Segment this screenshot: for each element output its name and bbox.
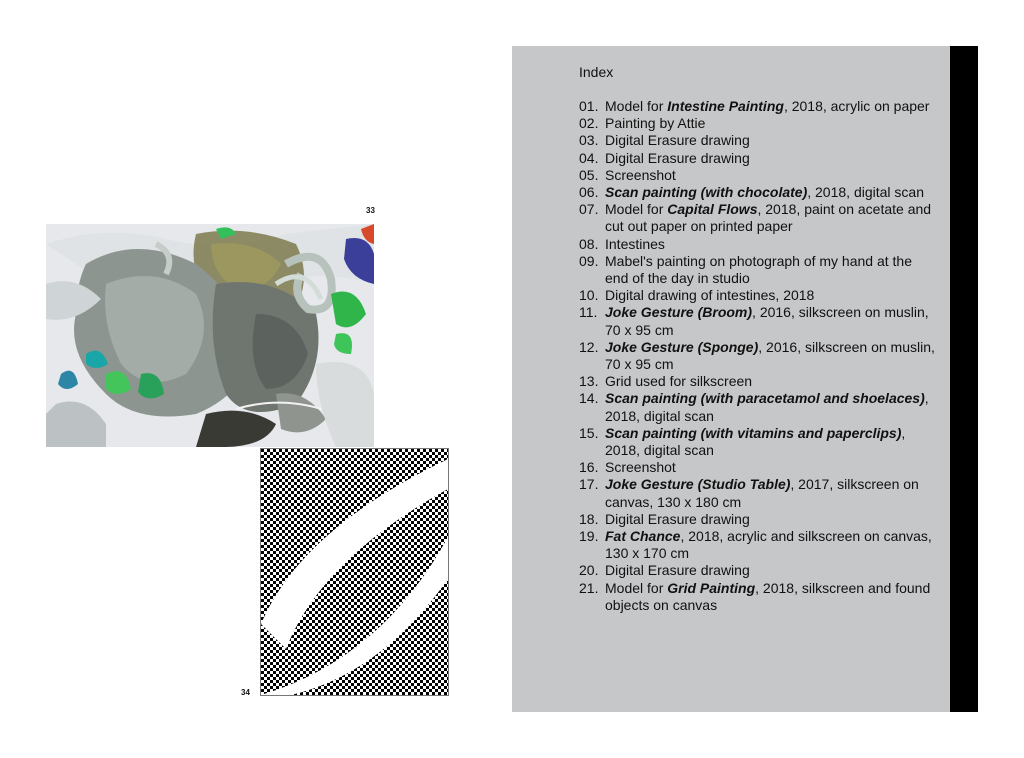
index-item-number: 16. [579, 459, 599, 476]
abstract-painting-image [46, 224, 374, 447]
index-item [579, 562, 939, 579]
index-item [579, 511, 939, 528]
index-item [579, 528, 939, 562]
index-item [579, 253, 939, 287]
index-item-number: 03. [579, 132, 599, 149]
index-item-number: 07. [579, 201, 599, 218]
index-item-number: 02. [579, 115, 599, 132]
index-item [579, 184, 939, 201]
index-item-number: 17. [579, 476, 599, 493]
index-item [579, 304, 939, 338]
index-item [579, 459, 939, 476]
index-item-number: 12. [579, 338, 599, 355]
index-item-prefix: Model for [605, 98, 668, 114]
index-item [579, 339, 939, 373]
index-item-prefix: Mabel's painting on photograph of my hand at the end of the day in studio [605, 252, 912, 287]
index-item-number: 18. [579, 510, 599, 527]
index-item-prefix: Grid used for silkscreen [605, 373, 753, 390]
index-item-number: 01. [579, 98, 599, 114]
index-item [579, 580, 939, 614]
index-item-details: , 2018, digital scan [807, 184, 924, 201]
index-item-prefix: Digital Erasure drawing [605, 562, 750, 579]
index-item-work-title: Joke Gesture (Studio Table) [605, 476, 791, 493]
index-item [579, 373, 939, 390]
index-item-number: 10. [579, 287, 599, 304]
index-item-work-title: Scan painting (with paracetamol and shoelaces) [605, 390, 925, 407]
checkerboard-grid-image [260, 448, 449, 696]
index-item [579, 115, 939, 132]
index-item-details: , 2016, silkscreen on muslin, 70 x 95 cm [605, 338, 935, 373]
index-item-number: 15. [579, 424, 599, 441]
index-item-prefix: Model for [605, 201, 668, 218]
index-item-work-title: Fat Chance [605, 528, 681, 545]
index-item-number: 04. [579, 149, 599, 166]
index-item-details: , 2017, silkscreen on canvas, 130 x 180 cm [605, 476, 919, 510]
index-item [579, 236, 939, 253]
index-item [579, 390, 939, 424]
index-item-details: , 2018, digital scan [605, 424, 906, 459]
index-item-details: , 2018, paint on acetate and cut out paper on printed paper [605, 201, 932, 235]
index-item-prefix: Digital drawing of intestines, 2018 [605, 287, 815, 304]
index-item-number: 09. [579, 252, 599, 269]
index-item-prefix: Screenshot [605, 166, 676, 183]
page-number-34: 34 [241, 688, 250, 697]
index-item-prefix: Digital Erasure drawing [605, 132, 750, 149]
index-item-work-title: Capital Flows [667, 201, 758, 218]
index-item-number: 21. [579, 579, 599, 596]
index-list [579, 98, 939, 614]
index-item [579, 201, 939, 235]
index-item-work-title: Scan painting (with vitamins and paperclips) [605, 424, 902, 441]
index-item-prefix: Digital Erasure drawing [605, 510, 750, 527]
index-item-details: , 2018, silkscreen and found objects on canvas [605, 579, 931, 613]
index-item [579, 98, 939, 115]
page-edge-bar [950, 46, 978, 712]
index-item-number: 06. [579, 184, 599, 201]
index-item-prefix: Digital Erasure drawing [605, 149, 750, 166]
index-title: Index [579, 64, 614, 80]
index-item-number: 05. [579, 166, 599, 183]
index-item-details: , 2018, acrylic on paper [783, 98, 930, 114]
index-item-details: , 2016, silkscreen on muslin, 70 x 95 cm [605, 304, 929, 338]
index-item-work-title: Scan painting (with chocolate) [605, 184, 808, 201]
index-item-work-title: Grid Painting [667, 579, 756, 596]
index-item [579, 287, 939, 304]
index-item-number: 20. [579, 562, 599, 579]
index-item-prefix: Screenshot [605, 459, 676, 476]
index-item-prefix: Model for [605, 579, 668, 596]
index-item [579, 425, 939, 459]
index-item [579, 476, 939, 510]
index-item-work-title: Joke Gesture (Broom) [605, 304, 753, 321]
index-item-work-title: Joke Gesture (Sponge) [605, 338, 759, 355]
index-item-number: 19. [579, 528, 599, 545]
index-item-number: 08. [579, 235, 599, 252]
index-item-details: , 2018, digital scan [605, 390, 929, 424]
index-item-prefix: Painting by Attie [605, 115, 706, 132]
index-item-number: 13. [579, 373, 599, 390]
index-item-number: 11. [579, 304, 598, 321]
index-item-work-title: Intestine Painting [667, 98, 784, 114]
index-item-prefix: Intestines [605, 235, 665, 252]
index-item [579, 150, 939, 167]
index-item-details: , 2018, acrylic and silkscreen on canvas, 130 x 170 cm [605, 528, 932, 562]
index-item [579, 132, 939, 149]
index-item [579, 167, 939, 184]
index-item-number: 14. [579, 390, 599, 407]
page-number-33: 33 [366, 206, 375, 215]
